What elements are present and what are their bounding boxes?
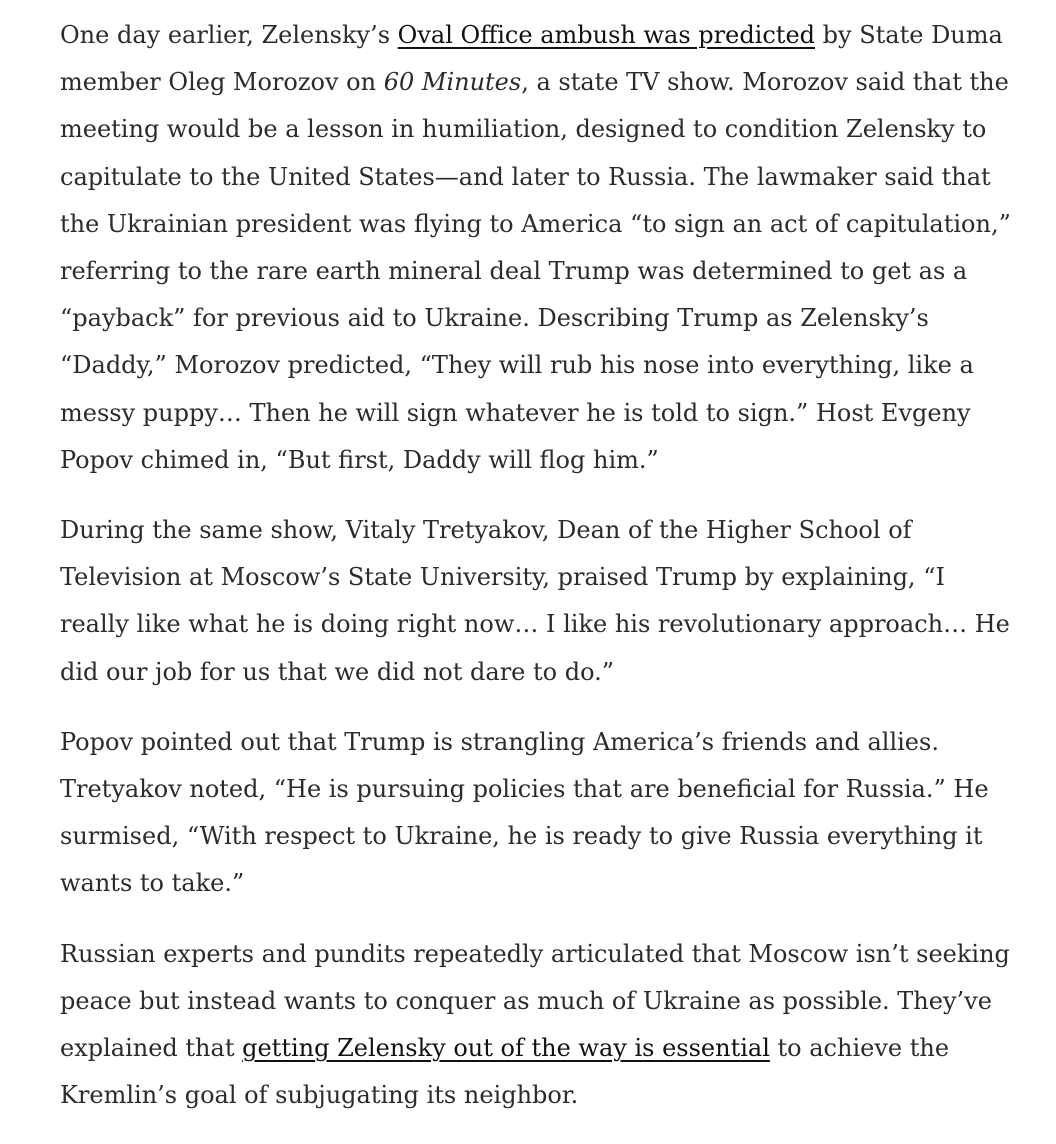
zelensky-out-of-the-way-link[interactable]: getting Zelensky out of the way is essential <box>242 1034 770 1063</box>
show-title: 60 Minutes <box>383 68 522 97</box>
paragraph-1-text-a: One day earlier, Zelensky’s <box>60 21 398 49</box>
paragraph-3: Popov pointed out that Trump is strangling America’s friends and allies. Tretyakov noted, “He is pursuing policies that are beneficial for Russia.” He surmised, “With respect to Ukraine, he is ready to give Russia everything it wants to take.” <box>60 727 989 898</box>
article-body <box>60 12 1020 1142</box>
paragraph-2: During the same show, Vitaly Tretyakov, Dean of the Higher School of Television at Moscow’s State University, praised Trump by explaining, “I really like what he is doing right now… I like his revolutionary approach… He did our job for us that we did not dare to do.” <box>60 516 1010 686</box>
paragraph-1-text-c: , a state TV show. Morozov said that the meeting would be a lesson in humiliation, designed to condition Zelensky to capitulate to the United States—and later to Russia. The lawmaker said that the Ukrainian president was flying to America “to sign an act of capitulation,” referring to the rare earth mineral deal Trump was determined to get as a “payback” for previous aid to Ukraine. Describing Trump as Zelensky’s “Daddy,” Morozov predicted, “They will rub his nose into everything, like a messy puppy… Then he will sign whatever he is told to sign.” Host Evgeny Popov chimed in, “But first, Daddy will flog him.” <box>60 68 1011 474</box>
paragraph-4 <box>60 931 1020 1120</box>
oval-office-ambush-link[interactable]: Oval Office ambush was predicted <box>397 21 816 49</box>
paragraph-1 <box>60 12 1020 484</box>
paragraph-4-text-b: to achieve the Kremlin’s goal of subjugating its neighbor. <box>60 1034 950 1110</box>
paragraph-1-text-b: by State Duma member Oleg Morozov on <box>60 21 1003 97</box>
paragraph-4-text-a: Russian experts and pundits repeatedly articulated that Moscow isn’t seeking peace but instead wants to conquer as much of Ukraine as possible. They’ve explained that <box>60 939 1010 1063</box>
